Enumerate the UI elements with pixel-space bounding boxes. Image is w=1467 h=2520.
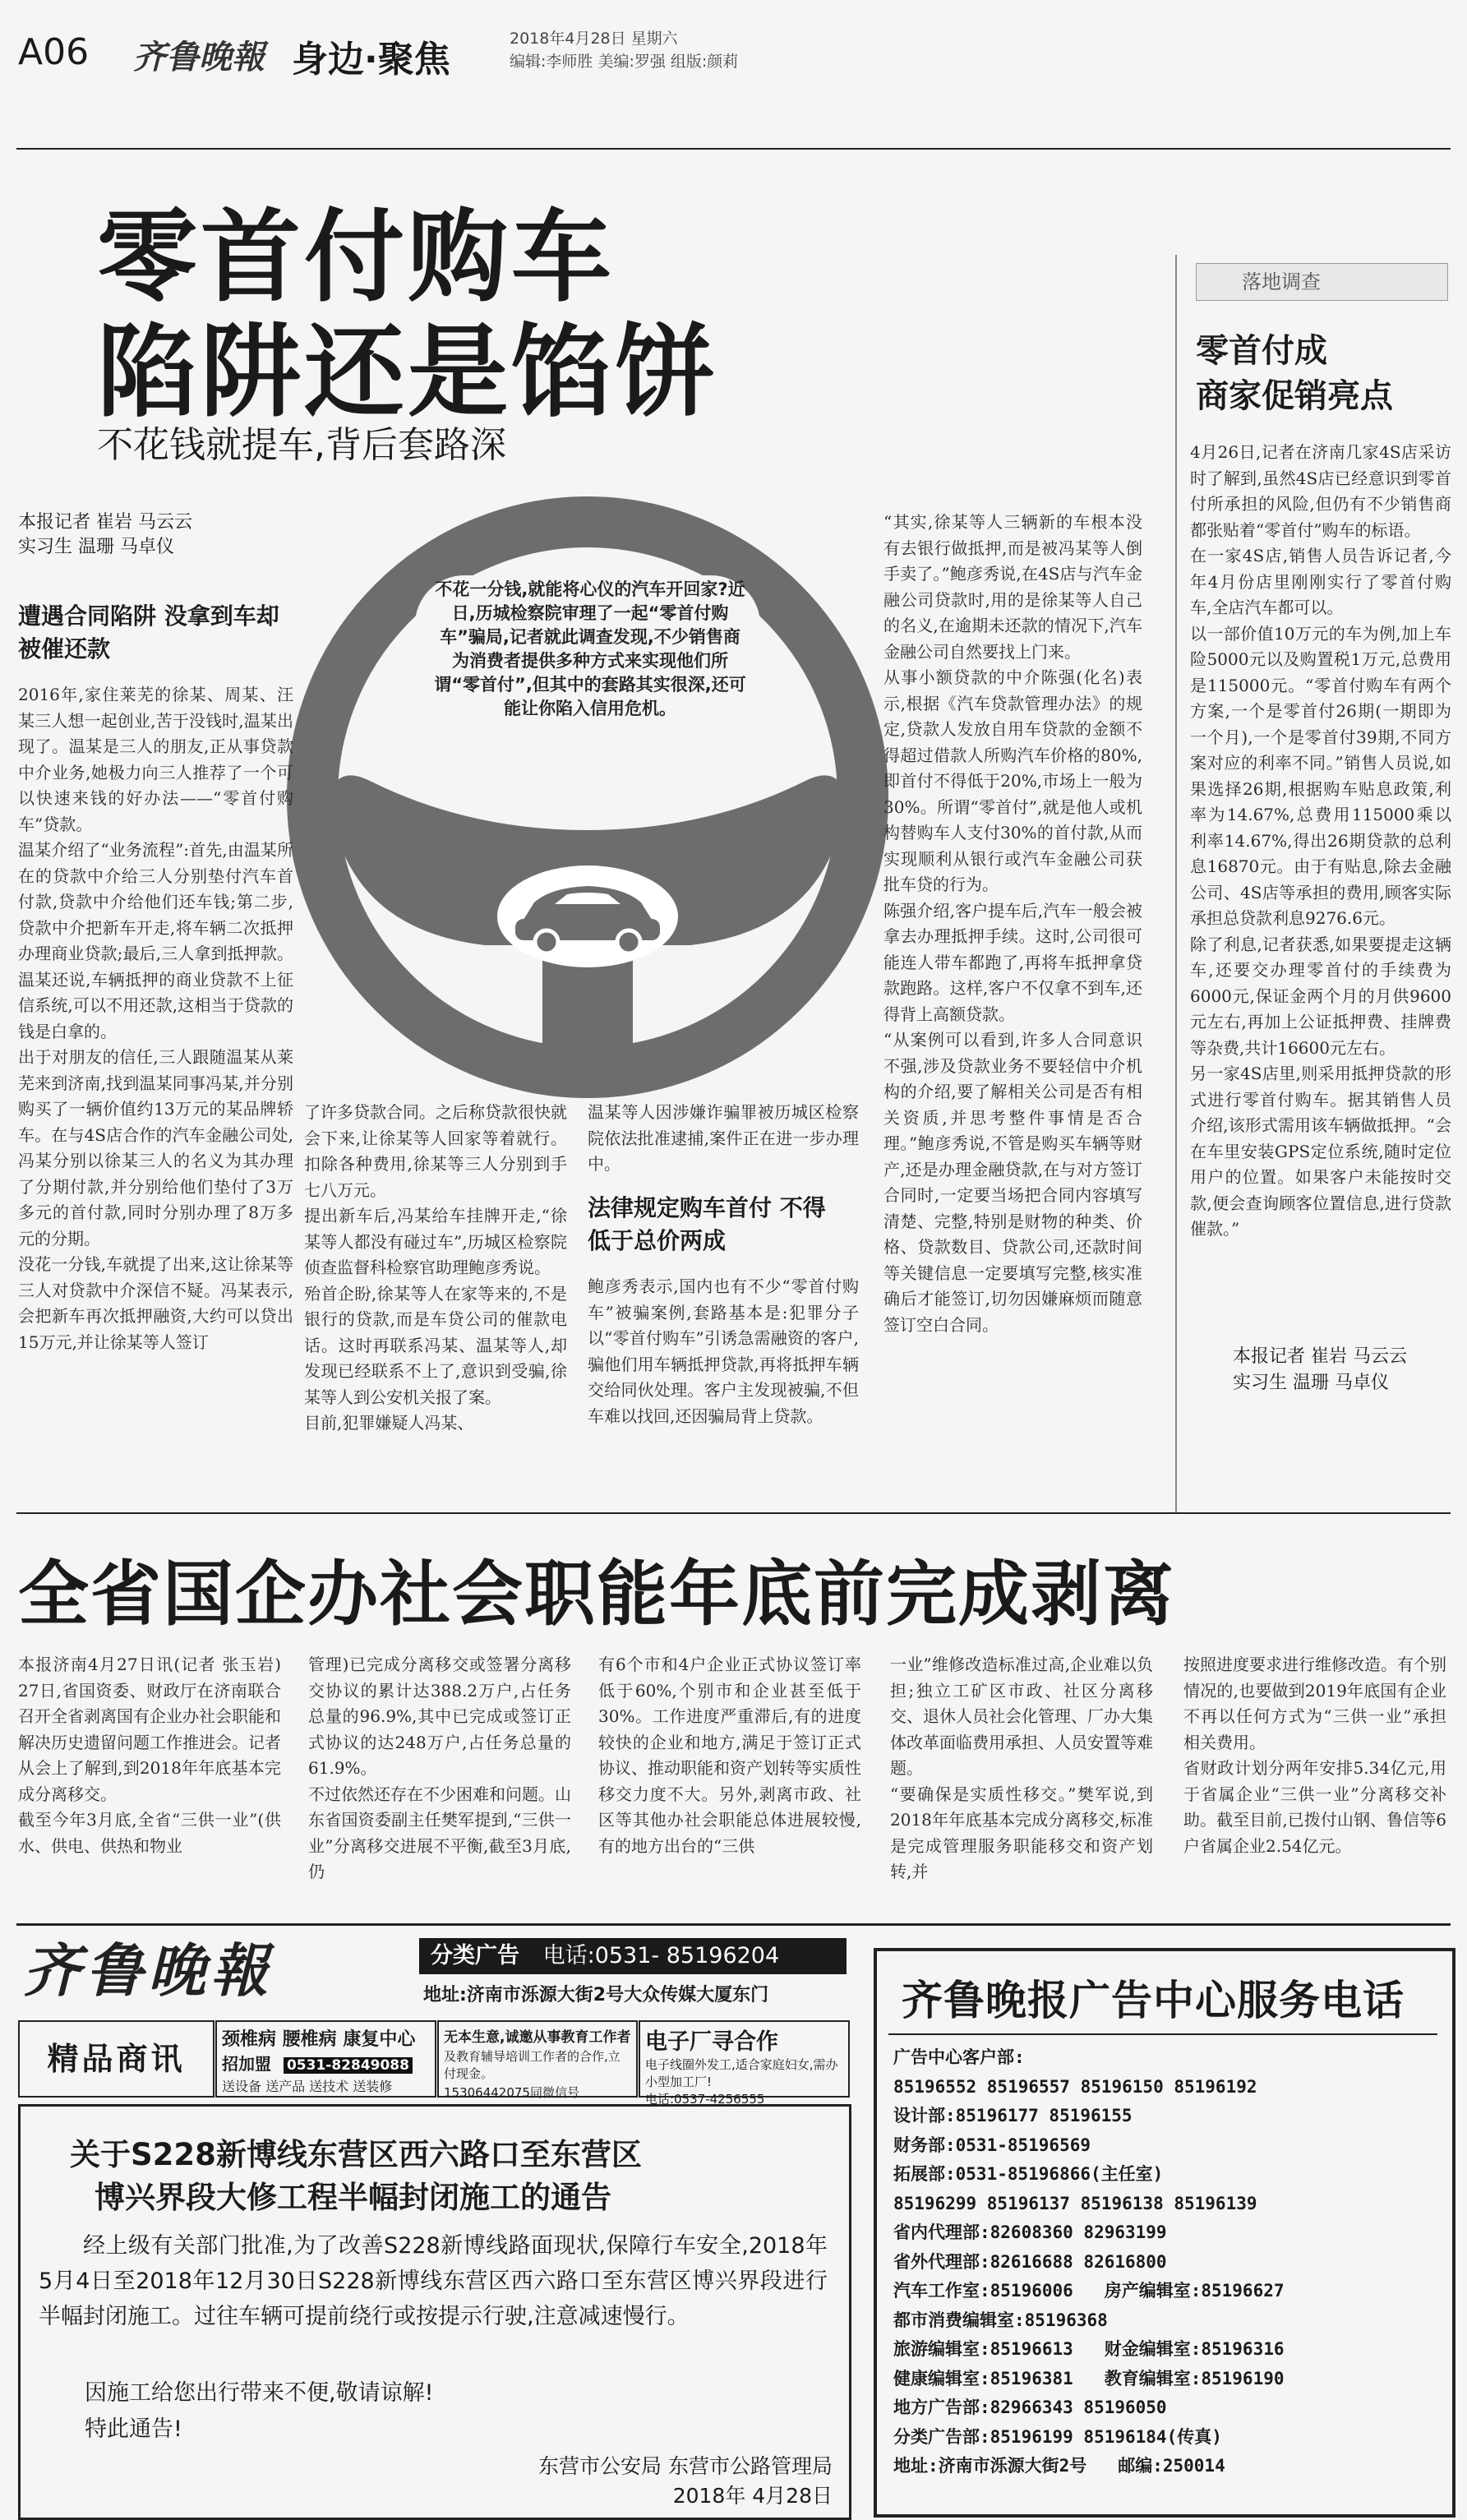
ad-electronics <box>639 2020 850 2107</box>
article2-column-2: 管理)已完成分离移交或签署分离移交协议的累计达388.2万户,占任务总量的96.9%,其中已完成或签订正式协议的达248万户,占任务总量的61.9%。 不过依然还存在不少困难和问题。山东省国资委副主任樊军提到,“三供一业”分离移交进展不平衡,截至3月底,仍 <box>308 1655 571 1881</box>
notice-date: 2018年 4月28日 <box>672 2484 833 2508</box>
subhead-contract-trap: 遭遇合同陷阱 没拿到车却被催还款 <box>18 602 279 662</box>
sidebar-byline-interns: 实习生 温珊 马卓仪 <box>1233 1373 1389 1393</box>
article2-column-4: 一业”维修改造标准过高,企业难以负担;独立工矿区市政、社区分离移交、退休人员社会化管理、厂办大集体改革面临费用承担、人员安置等难题。 “要确保是实质性移交。”樊军说,到2018年年底基本完成分离移交,标准是完成管理服务职能移交和资产划转,并 <box>890 1655 1153 1881</box>
ad-center-line: 省外代理部:82616688 82616800 <box>893 2251 1167 2272</box>
ad-center-line: 财务部:0531-85196569 <box>893 2135 1091 2155</box>
ad-center-rule <box>888 2033 1437 2035</box>
article2-headline: 全省国企办社会职能年底前完成剥离 <box>18 1553 1175 1636</box>
article1-column-d: “其实,徐某等人三辆新的车根本没有去银行做抵押,而是被冯某等人倒手卖了。”鲍彦秀说,在4S店与汽车金融公司贷款时,用的是徐某等人自己的名义,在逾期未还款的情况下,汽车金融公司自然要找上门来。 从事小额贷款的中介陈强(化名)表示,根据《汽车贷款管理办法》的规定,贷款人发放自用车贷款的金额不得超过借款人所购汽车价格的80%,即首付不得低于20%,市场上一般为30%。所谓“零首付”,就是他人或机构替购车人支付30%的首付款,从而实现顺利从银行或汽车金融公司获批车贷的行为。 陈强介绍,客户提车后,汽车一般会被拿去办理抵押手续。这时,公司很可能连人带车都跑了,再将车抵押拿贷款跑路。这样,客户不仅拿不到车,还得背上高额贷款。 “从案例可以看到,许多人合同意识不强,涉及贷款业务不要轻信中介机构的介绍,要了解相关公司是否有相关资质,并思考整件事情是否合理。”鲍彦秀说,不管是购买车辆等财产,还是办理金融贷款,在与对方签订合同时,一定要当场把合同内容填写清楚、完整,特别是财物的种类、价格、贷款数目、贷款公司,还款时间等关键信息一定要填写完整,核实准确后才能签订,切勿因嫌麻烦而随意签订空白合同。 <box>883 512 1142 1335</box>
wheel-caption: 不花一分钱,就能将心仪的汽车开回家?近日,历城检察院审理了一起“零首付购车”骗局,记者就此调查发现,不少销售商为消费者提供多种方式来实现他们所谓“零首付”,但其中的套路其实很深,还可能让你陷入信用危机。 <box>434 579 746 718</box>
ad3-text: 电子线圈外发工,适合家庭妇女,需办小型加工厂! <box>645 2057 838 2089</box>
ad-center-line: 地方广告部:82966343 85196050 <box>893 2398 1167 2417</box>
ad-center-line: 广告中心客户部: <box>893 2047 1025 2067</box>
ad-center-line: 省内代理部:82608360 82963199 <box>893 2222 1167 2242</box>
notice-title-2: 博兴界段大修工程半幅封闭施工的通告 <box>95 2180 611 2215</box>
article1-column-c2: 鲍彦秀表示,国内也有不少“零首付购车”被骗案例,套路基本是:犯罪分子以“零首付购车”引诱急需融资的客户,骗他们用车辆抵押贷款,再将抵押车辆交给同伙处理。客户主发现被骗,不但车难以找回,还因骗局背上贷款。 <box>588 1276 859 1426</box>
ad-center-line: 地址:济南市泺源大街2号 邮编:250014 <box>893 2456 1225 2476</box>
ad-center-line: 分类广告部:85196199 85196184(传真) <box>893 2426 1222 2447</box>
sidebar-title-2: 商家促销亮点 <box>1196 377 1393 415</box>
ad2-phone: 15306442075同微信号 <box>444 2085 579 2100</box>
notice-title-1: 关于S228新博线东营区西六路口至东营区 <box>70 2137 642 2172</box>
classified-address: 地址:济南市泺源大街2号大众传媒大厦东门 <box>423 1985 769 2005</box>
subheadline: 不花钱就提车,背后套路深 <box>97 424 506 466</box>
article-divider <box>16 1512 1451 1514</box>
classified-label <box>419 1938 847 1974</box>
ad-center-line: 都市消费编辑室:85196368 <box>893 2310 1108 2330</box>
headline-line1: 零首付购车 <box>97 199 615 316</box>
ad-center-list <box>893 2043 1444 2481</box>
sidebar-title-1: 零首付成 <box>1196 332 1327 370</box>
article1-column-b: 了许多贷款合同。之后称贷款很快就会下来,让徐某等人回家等着就行。扣除各种费用,徐某等三人分别到手七八万元。 提出新车后,冯某给车挂牌开走,“徐某等人都没有碰过车”,历城区检察院侦查监督科检察官助理鲍彦秀说。 殆首企盼,徐某等人在家等来的,不是银行的贷款,而是车贷公司的催款电话。这时再联系冯某、温某等人,却发现已经联系不上了,意识到受骗,徐某等人到公安机关报了案。 目前,犯罪嫌疑人冯某、 <box>304 1102 567 1433</box>
sidebar-byline-reporters: 本报记者 崔岩 马云云 <box>1233 1346 1407 1367</box>
ad1-note: 送设备 送产品 送技术 送装修 <box>222 2079 393 2094</box>
notice-apology: 因施工给您出行带来不便,敬请谅解! <box>85 2380 434 2406</box>
ad1-sub: 招加盟 <box>222 2054 271 2074</box>
article2-column-1: 本报济南4月27日讯(记者 张玉岩) 27日,省国资委、财政厅在济南联合召开全省剥离国有企业办社会职能和解决历史遗留问题工作推进会。记者从会上了解到,到2018年年底基本完成分离移交。 截至今年3月底,全省“三供一业”(供水、供电、供热和物业 <box>18 1655 281 1856</box>
article2-column-3: 有6个市和4户企业正式协议签订率低于60%,个别市和企业甚至低于30%。工作进度严重滞后,有的进度较快的企业和地方,满足于签订正式协议、推动职能和资产划转等实质性移交力度不大。另外,剥离市政、社区等其他办社会职能总体进展较慢,有的地方出台的“三供 <box>598 1655 861 1856</box>
article1-column-a: 2016年,家住莱芜的徐某、周某、汪某三人想一起创业,苦于没钱时,温某出现了。温某是三人的朋友,正从事贷款中介业务,她极力向三人推荐了一个可以快速来钱的好办法——“零首付购车”贷款。 温某介绍了“业务流程”:首先,由温某所在的贷款中介给三人分别垫付汽车首付款,贷款中介给他们还车钱;第二步,贷款中介把新车开走,将车辆二次抵押办理商业贷款;最后,三人拿到抵押款。温某还说,车辆抵押的商业贷款不上征信系统,可以不用还款,这相当于贷款的钱是白拿的。 出于对朋友的信任,三人跟随温某从莱芜来到济南,找到温某同事冯某,并分别购买了一辆价值约13万元的某品牌轿车。在与4S店合作的汽车金融公司处,冯某分别以徐某三人的名义为其办理了分期付款,并分别给他们垫付了3万多元的首付款,同时分别办理了8万多元的分期。 没花一分钱,车就提了出来,这让徐某等三人对贷款中介深信不疑。冯某表示,会把新车再次抵押融资,大约可以贷出15万元,并让徐某等人签订 <box>18 685 293 1352</box>
car-icon <box>497 865 678 967</box>
ad-center-line: 拓展部:0531-85196866(主任室) <box>893 2164 1164 2184</box>
ad1-title: 颈椎病 腰椎病 康复中心 <box>222 2029 416 2050</box>
ad-center-title: 齐鲁晚报广告中心服务电话 <box>902 1977 1405 2024</box>
notice-body: 经上级有关部门批准,为了改善S228新博线路面现状,保障行车安全,2018年5月4日至2018年12月30日S228新博线东营区西六路口至东营区博兴界段进行半幅封闭施工。过往车辆可提前绕行或按提示行驶,注意减速慢行。 <box>39 2233 828 2329</box>
page-number: A06 <box>18 31 90 73</box>
ad-center-line: 旅游编辑室:85196613 财金编辑室:85196316 <box>893 2339 1285 2359</box>
ad-center-line: 汽车工作室:85196006 房产编辑室:85196627 <box>893 2281 1285 2301</box>
notice-closing: 特此通告! <box>85 2416 182 2442</box>
ad-center-box <box>874 1948 1455 2518</box>
header-date: 2018年4月28日 星期六 <box>510 30 678 48</box>
ad-center-line: 设计部:85196177 85196155 <box>893 2106 1133 2125</box>
ad1-phone: 0531-82849088 <box>284 2057 413 2074</box>
sidebar-tag-label: 落地调查 <box>1242 270 1321 293</box>
ad-center-line: 健康编辑室:85196381 教育编辑室:85196190 <box>893 2368 1285 2388</box>
ad3-title: 电子厂寻合作 <box>645 2029 778 2055</box>
classified-phone: 电话:0531- 85196204 <box>542 1943 780 1968</box>
ad-center-line: 85196299 85196137 85196138 85196139 <box>893 2193 1257 2213</box>
classified-brand: 齐鲁晚報 <box>23 1936 273 2005</box>
ad1-line <box>217 2051 435 2075</box>
byline-reporters: 本报记者 崔岩 马云云 <box>18 512 192 533</box>
masthead-brand: 齐鲁晚報 <box>133 38 265 76</box>
road-notice <box>18 2104 851 2520</box>
classified-title: 分类广告 <box>431 1943 519 1968</box>
byline-interns: 实习生 温珊 马卓仪 <box>18 537 174 557</box>
boutique-label-box <box>18 2020 215 2098</box>
ad-spine-clinic <box>215 2020 436 2098</box>
ad2-title: 无本生意,诚邀从事教育工作者 <box>444 2029 631 2046</box>
ad3-phone: 电话:0537-4256555 <box>645 2092 765 2107</box>
article2-column-5: 按照进度要求进行维修改造。有个别情况的,也要做到2019年底国有企业不再以任何方式为“三供一业”承担相关费用。 省财政计划分两年安排5.34亿元,用于省属企业“三供一业”分离移交补助。截至目前,已拨付山钢、鲁信等6户省属企业2.54亿元。 <box>1183 1655 1446 1856</box>
ad-center-line: 85196552 85196557 85196150 85196192 <box>893 2076 1257 2097</box>
sidebar-body: 4月26日,记者在济南几家4S店采访时了解到,虽然4S店已经意识到零首付所承担的风险,但仍有不少销售商都张贴着“零首付”购车的标语。 在一家4S店,销售人员告诉记者,今年4月份店里刚刚实行了零首付购车,全店汽车都可以。 以一部价值10万元的车为例,加上车险5000元以及购置税1万元,总费用是115000元。“零首付购车有两个方案,一个是零首付26期(一期即为一个月),一个是零首付39期,不同方案对应的利率不同。”销售人员说,如果选择26期,根据购车贴息政策,利率为14.67%,总费用115000乘以利率14.67%,得出26期贷款的总利息16870元。由于有贴息,除去金融公司、4S店等承担的费用,顾客实际承担总贷款利息9276.6元。 除了利息,记者获悉,如果要提走这辆车,还要交办理零首付的手续费为6000元,保证金两个月的月供9600元左右,再加上公证抵押费、挂牌费等杂费,共计16600元左右。 另一家4S店里,则采用抵押贷款的形式进行零首付购车。据其销售人员介绍,该形式需用该车辆做抵押。“会在车里安装GPS定位系统,随时定位用户的位置。如果客户未能按时交款,便会查询顾客位置信息,进行贷款催款。” <box>1190 442 1451 1239</box>
article1-column-c: 温某等人因涉嫌诈骗罪被历城区检察院依法批准逮捕,案件正在进一步办理中。 <box>588 1102 859 1174</box>
boutique-label: 精品商讯 <box>47 2040 186 2077</box>
headline-line2: 陷阱还是馅饼 <box>97 314 718 431</box>
subhead-legal-downpayment: 法律规定购车首付 不得低于总价两成 <box>588 1194 826 1254</box>
header-staff: 编辑:李师胜 美编:罗强 组版:颜莉 <box>510 53 739 71</box>
notice-signature: 东营市公安局 东营市公路管理局 <box>538 2454 833 2478</box>
header-divider <box>16 148 1451 150</box>
sidebar-left-rule <box>1175 255 1177 1512</box>
sidebar-tag <box>1196 263 1448 301</box>
ads-divider <box>16 1923 1451 1926</box>
section-title: 身边·聚焦 <box>292 39 450 81</box>
ad2-text: 及教育辅导培训工作者的合作,立付现金。 <box>444 2049 620 2081</box>
ad-education <box>437 2020 638 2098</box>
